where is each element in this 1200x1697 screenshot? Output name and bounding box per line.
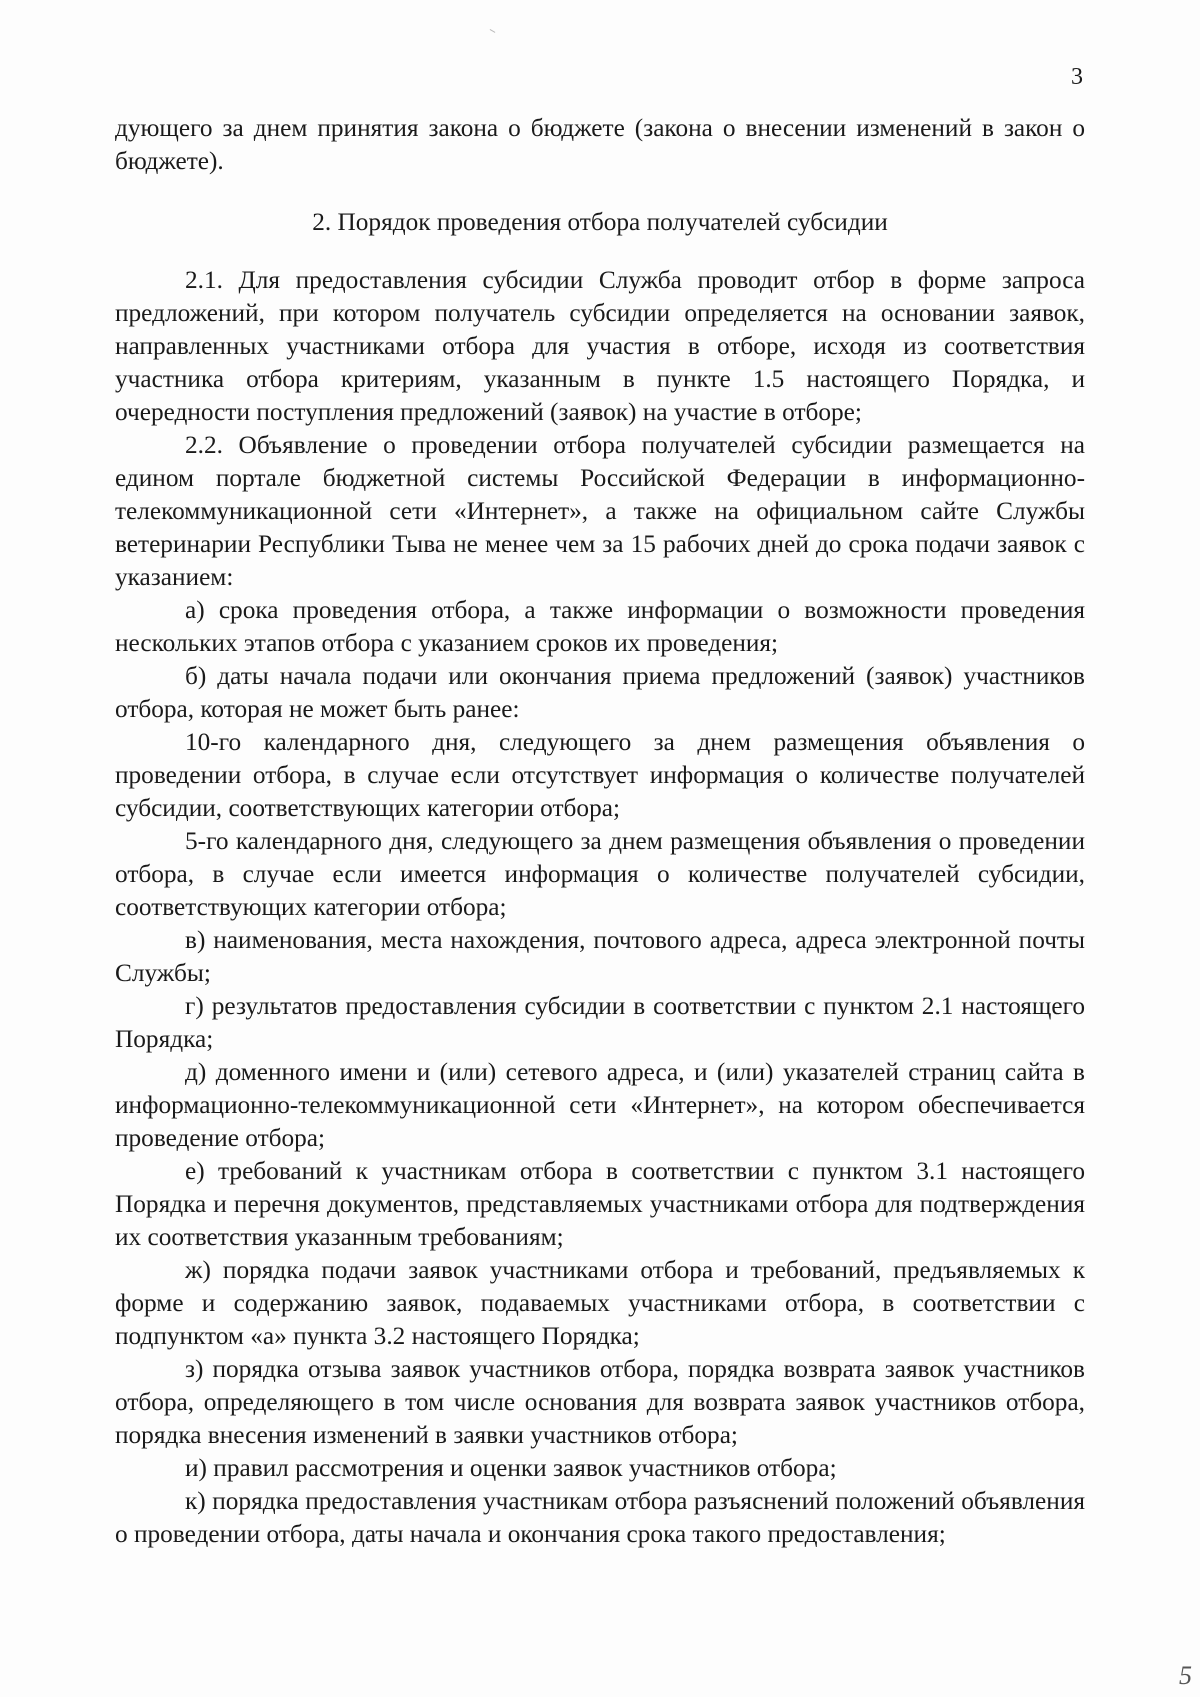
list-item: и) правил рассмотрения и оценки заявок участников отбора; xyxy=(185,1454,837,1482)
list-item: а) срока проведения отбора, а также информации о возможности проведения нескольких этапов отбора с указанием сроков их проведения; xyxy=(115,596,1085,657)
paragraph: 2.1. Для предоставления субсидии Служба проводит отбор в форме запроса предложений, при котором получатель субсидии определяется на основании заявок, направленных участниками отбора для участия в отборе, исходя из соответствия участника отбора критериям, указанным в пункте 1.5 настоящего Порядка, и очередности поступления предложений (заявок) на участие в отборе; xyxy=(115,266,1085,426)
page-number: 3 xyxy=(1071,64,1083,90)
document-body xyxy=(115,112,1085,1551)
list-item: з) порядка отзыва заявок участников отбора, порядка возврата заявок участников отбора, определяющего в том числе основания для возврата заявок участников отбора, порядка внесения изменений в заявки участников отбора; xyxy=(115,1355,1085,1449)
sub-item: 10-го календарного дня, следующего за днем размещения объявления о проведении отбора, в случае если отсутствует информация о количестве получателей субсидии, соответствующих категории отбора; xyxy=(115,728,1085,822)
scan-artifact xyxy=(487,29,496,38)
list-item: д) доменного имени и (или) сетевого адреса, и (или) указателей страниц сайта в информационно-телекоммуникационной сети «Интернет», на котором обеспечивается проведение отбора; xyxy=(115,1058,1085,1152)
list-item: е) требований к участникам отбора в соответствии с пунктом 3.1 настоящего Порядка и перечня документов, представляемых участниками отбора для подтверждения их соответствия указанным требованиям; xyxy=(115,1157,1085,1251)
list-item: г) результатов предоставления субсидии в соответствии с пунктом 2.1 настоящего Порядка; xyxy=(115,992,1085,1053)
continuation-paragraph: дующего за днем принятия закона о бюджете (закона о внесении изменений в закон о бюджете). xyxy=(115,114,1085,175)
paragraph: 2.2. Объявление о проведении отбора получателей субсидии размещается на едином портале бюджетной системы Российской Федерации в информационно-телекоммуникационной сети «Интернет», а также на официальном сайте Службы ветеринарии Республики Тыва не менее чем за 15 рабочих дней до срока подачи заявок с указанием: xyxy=(115,431,1085,591)
list-item: в) наименования, места нахождения, почтового адреса, адреса электронной почты Службы; xyxy=(115,926,1085,987)
handwritten-mark: 5 xyxy=(1179,1661,1192,1690)
list-item: б) даты начала подачи или окончания приема предложений (заявок) участников отбора, которая не может быть ранее: xyxy=(115,662,1085,723)
list-item: к) порядка предоставления участникам отбора разъяснений положений объявления о проведении отбора, даты начала и окончания срока такого предоставления; xyxy=(115,1487,1085,1548)
list-item: ж) порядка подачи заявок участниками отбора и требований, предъявляемых к форме и содержанию заявок, подаваемых участниками отбора, в соответствии с подпунктом «а» пункта 3.2 настоящего Порядка; xyxy=(115,1256,1085,1350)
sub-item: 5-го календарного дня, следующего за днем размещения объявления о проведении отбора, в случае если имеется информация о количестве получателей субсидии, соответствующих категории отбора; xyxy=(115,827,1085,921)
section-heading: 2. Порядок проведения отбора получателей субсидии xyxy=(312,208,888,236)
